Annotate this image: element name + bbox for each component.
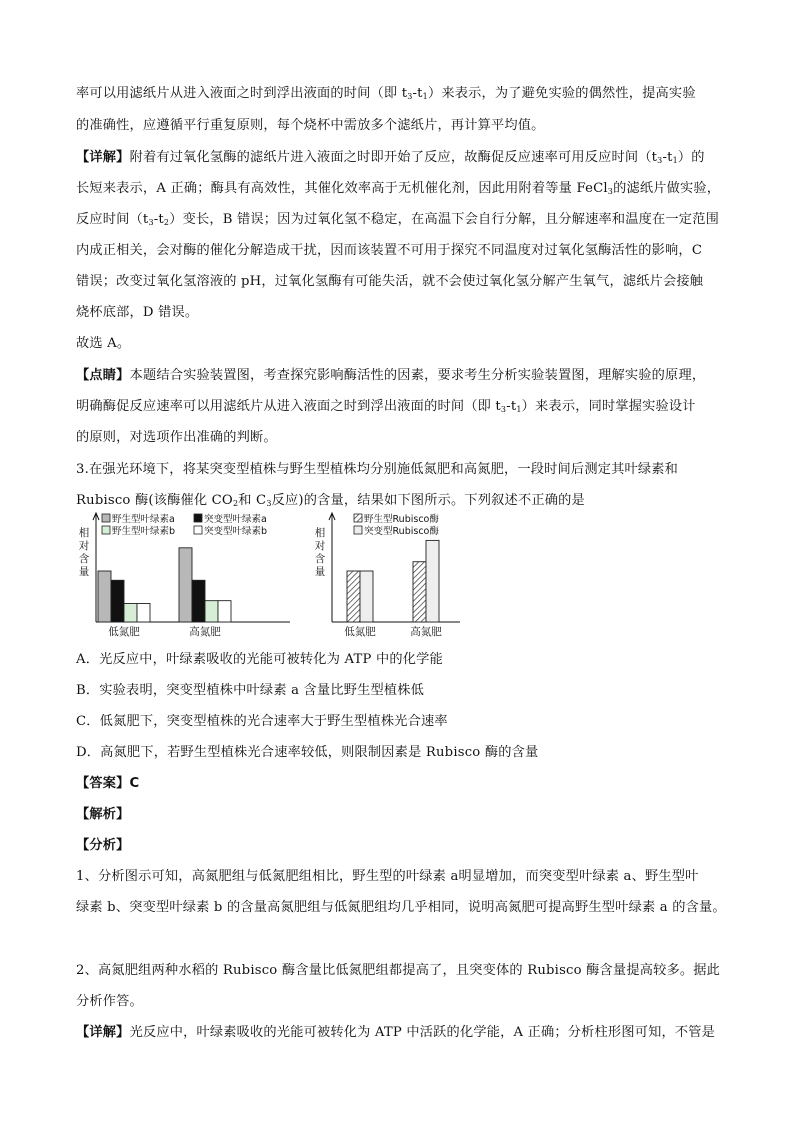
jiexi-heading: 【解析】 — [76, 807, 130, 822]
bar — [192, 580, 205, 622]
detail-line: 反应时间$(t_3-t_2)$变长，B 错误；因为过氧化氢不稳定，在高温下会自行分解，且分解速率和温度在一定范围 — [76, 212, 719, 227]
option-c: C．低氮肥下，突变型植株的光合速率大于野生型植株光合速率 — [76, 714, 448, 729]
y-axis-label-char: 对 — [78, 540, 90, 552]
bar — [360, 571, 373, 622]
choose-line: 故选 A。 — [76, 336, 131, 351]
analysis-line: 1、分析图示可知，高氮肥组与低氮肥组相比，野生型的叶绿素 a明显增加，而突变型叶绿素 a、野生型叶 — [76, 869, 699, 884]
y-axis-label-char: 含 — [78, 553, 90, 565]
detail-line: 【详解】附着有过氧化氢酶的滤纸片进入液面之时即开始了反应，故酶促反应速率可用反应时间$(t_3-t_1)$的 — [76, 150, 705, 165]
x-tick-label: 高氮肥 — [410, 626, 442, 638]
y-axis-label-char: 含 — [314, 553, 326, 565]
legend-swatch — [102, 514, 110, 522]
detail-line: 【详解】光反应中，叶绿素吸收的光能可被转化为 ATP 中活跃的化学能，A 正确；分析柱形图可知，不管是 — [76, 1025, 716, 1040]
bar — [413, 562, 426, 622]
bar — [111, 580, 124, 622]
question-line: Rubisco 酶(该酶催化 $CO_2$和 $C_3$反应)的含量，结果如下图所示。下列叙述不正确的是 — [76, 493, 585, 508]
legend-label: 野生型叶绿素b — [112, 526, 176, 537]
y-axis-label-char: 量 — [78, 566, 90, 578]
analysis-line: 分析作答。 — [76, 994, 143, 1009]
text-line: 率可以用滤纸片从进入液面之时到浮出液面的时间（即 $t_3-t_1$）来表示，为了避免实验的偶然性，提高实验 — [76, 86, 696, 101]
detail-line: 错误；改变过氧化氢溶液的 pH，过氧化氢酶有可能失活，就不会使过氧化氢分解产生氧气，滤纸片会接触 — [76, 274, 704, 289]
analysis-line: 绿素 b、突变型叶绿素 b 的含量高氮肥组与低氮肥组均几乎相同，说明高氮肥可提高野生型叶绿素 a 的含量。 — [76, 900, 726, 915]
legend-swatch — [354, 514, 362, 522]
option-a: A．光反应中，叶绿素吸收的光能可被转化为 ATP 中的化学能 — [76, 652, 443, 667]
legend-swatch — [102, 526, 110, 534]
y-axis-label-char: 量 — [314, 566, 326, 578]
bar — [347, 571, 360, 622]
detail-line: 烧杯底部，D 错误。 — [76, 305, 199, 320]
bar — [98, 571, 111, 622]
x-tick-label: 低氮肥 — [344, 626, 376, 638]
option-d: D．高氮肥下，若野生型植株光合速率较低，则限制因素是 Rubisco 酶的含量 — [76, 745, 539, 760]
y-axis-label-char: 对 — [314, 540, 326, 552]
chlorophyll-chart-svg — [76, 508, 296, 640]
detail-line: 内成正相关，会对酶的催化分解造成干扰，因而该装置不可用于探究不同温度对过氧化氢酶活性的影响，C — [76, 243, 703, 258]
question-line: 3.在强光环境下，将某突变型植株与野生型植株均分别施低氮肥和高氮肥，一段时间后测定其叶绿素和 — [76, 462, 679, 477]
fenxi-heading: 【分析】 — [76, 838, 130, 853]
y-axis-label-char: 相 — [314, 527, 326, 539]
bar — [137, 603, 150, 622]
y-axis-label-char: 相 — [78, 527, 90, 539]
legend-label: 野生型叶绿素a — [112, 514, 175, 525]
legend-swatch — [194, 514, 202, 522]
chlorophyll-chart — [76, 508, 296, 640]
x-tick-label: 高氮肥 — [189, 626, 221, 638]
dianjing-line: 的原则，对选项作出准确的判断。 — [76, 430, 277, 445]
detail-line: 长短来表示，A 正确；酶具有高效性，其催化效率高于无机催化剂，因此用附着等量 FeCl$_3$的滤纸片做实验， — [76, 181, 721, 196]
bar — [124, 603, 137, 622]
legend-label: 突变型叶绿素a — [204, 514, 267, 525]
bar — [218, 601, 231, 622]
answer-line: 【答案】C — [76, 776, 140, 791]
legend-label: 突变型Rubisco酶 — [364, 526, 439, 537]
bar — [426, 540, 439, 622]
text-line: 的准确性，应遵循平行重复原则，每个烧杯中需放多个滤纸片，再计算平均值。 — [76, 118, 545, 133]
dianjing-line: 【点睛】本题结合实验装置图，考查探究影响酶活性的因素，要求考生分析实验装置图，理解实验的原理， — [76, 368, 706, 383]
rubisco-chart-svg — [308, 508, 468, 640]
legend-label: 突变型叶绿素b — [204, 526, 268, 537]
legend-swatch — [194, 526, 202, 534]
x-tick-label: 低氮肥 — [108, 626, 140, 638]
analysis-line: 2、高氮肥组两种水稻的 Rubisco 酶含量比低氮肥组都提高了，且突变体的 Rubisco 酶含量提高较多。据此 — [76, 963, 721, 978]
bar — [205, 601, 218, 622]
option-b: B．实验表明，突变型植株中叶绿素 a 含量比野生型植株低 — [76, 683, 425, 698]
dianjing-line: 明确酶促反应速率可以用滤纸片从进入液面之时到浮出液面的时间（即 $t_3-t_1$）来表示，同时掌握实验设计 — [76, 399, 696, 414]
legend-swatch — [354, 526, 362, 534]
legend-label: 野生型Rubisco酶 — [364, 514, 439, 525]
rubisco-chart — [308, 508, 468, 640]
bar — [179, 548, 192, 622]
